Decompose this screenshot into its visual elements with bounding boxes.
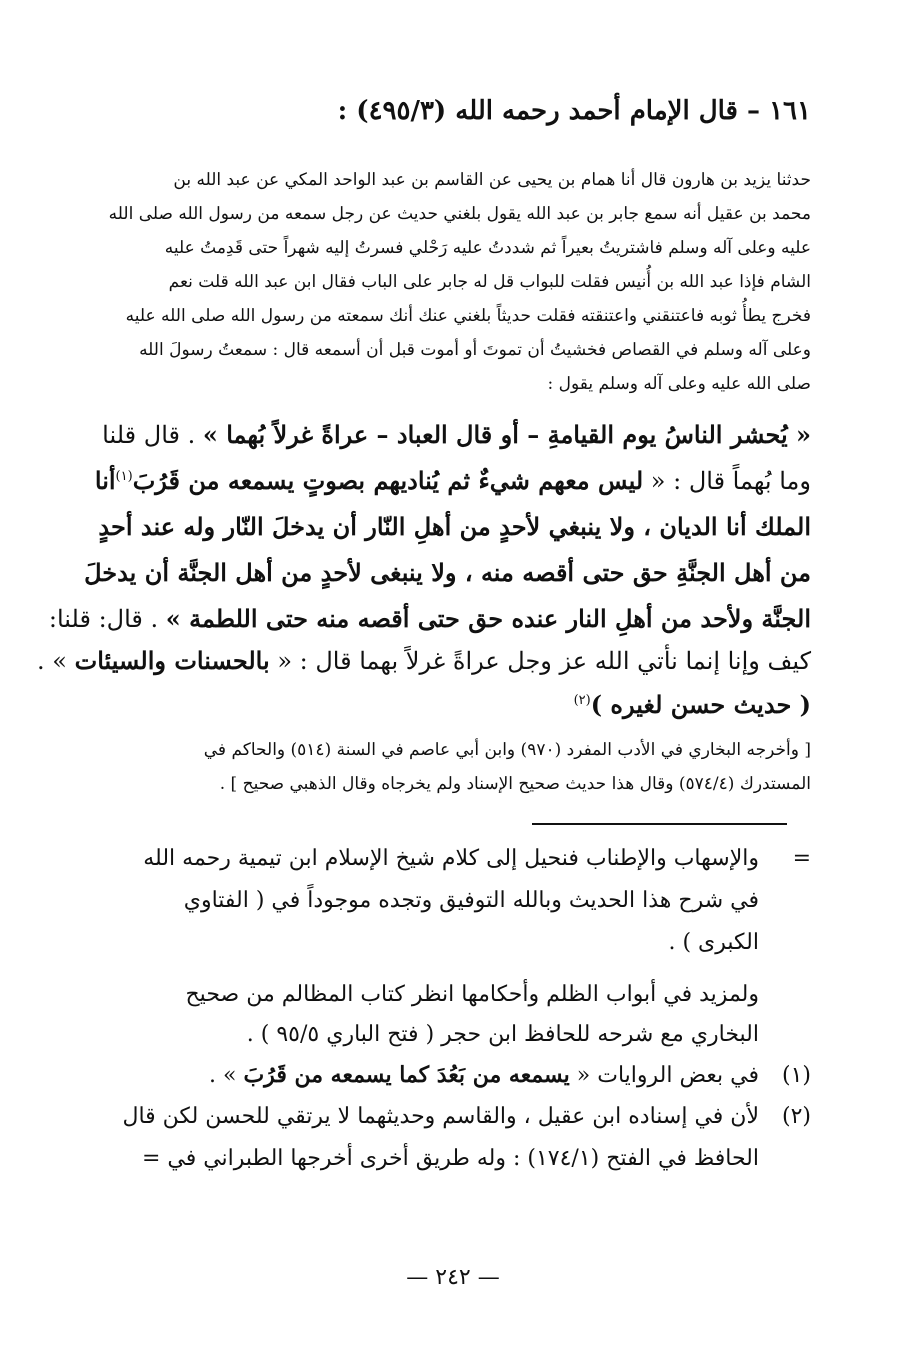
isnad-line: حدثنا يزيد بن هارون قال أنا همام بن يحيى عن القاسم بن عبد الواحد المكي عن عبد الله بن	[173, 170, 811, 190]
hadith-text-line	[49, 604, 811, 633]
hadith-matn: « يُحشر الناسُ يوم القيامةِ – أو قال العباد – عراةً غرلاً بُهما »	[202, 420, 811, 449]
takhrij-line: المستدرك (٥٧٤/٤) وقال هذا حديث صحيح الإسناد ولم يخرجاه وقال الذهبي صحيح ] .	[219, 774, 811, 794]
hadith-narration: كيف وإنا إنما نأتي الله عز وجل عراةً غرلاً بهما قال : «	[269, 647, 811, 675]
isnad-line: فخرج يطأُ ثوبه فاعتنقني واعتنقته فقلت حديثاً بلغني عنك أنك سمعته من رسول الله صلى الله عليه	[125, 306, 811, 326]
hadith-narration: » .	[37, 647, 75, 675]
footnote-separator	[532, 823, 787, 825]
footnote-text: لأن في إسناده ابن عقيل ، والقاسم وحديثهما لا يرتقي للحسن لكن قال	[122, 1104, 759, 1129]
hadith-text-line	[95, 466, 811, 495]
continuation-marker: =	[792, 846, 811, 871]
hadith-matn: الجنَّة ولأحد من أهلِ النار عنده حق حتى أقصه منه حتى اللطمة »	[165, 604, 811, 633]
hadith-narration: . قال: قلنا:	[48, 605, 166, 633]
footnote-number: (٢)	[781, 1104, 811, 1129]
footnote-number: (١)	[781, 1063, 811, 1088]
isnad-line: وعلى آله وسلم في القصاص فخشيتُ أن تموتَ أو أموت قبل أن أسمعه قال : سمعتُ رسولَ الله	[139, 340, 811, 360]
isnad-line: الشام فإذا عبد الله بن أُنيس فقلت للبواب قل له جابر على الباب فقال ابن عبد الله قلت نعم	[168, 272, 811, 292]
page-number: — ٢٤٢ —	[406, 1265, 500, 1290]
hadith-narration: وما بُهماً قال : «	[643, 467, 811, 495]
hadith-matn: الملك أنا الديان ، ولا ينبغي لأحدٍ من أهلِ النّار أن يدخلَ النّار وله عند أحدٍ	[98, 512, 811, 541]
takhrij-line: [ وأخرجه البخاري في الأدب المفرد (٩٧٠) وابن أبي عاصم في السنة (٥١٤) والحاكم في	[203, 740, 811, 760]
footnote-text: الحافظ في الفتح (١٧٤/١) : وله طريق أخرى أخرجها الطبراني في =	[141, 1146, 759, 1171]
isnad-line: عليه وعلى آله وسلم فاشتريتُ بعيراً ثم شددتُ عليه رَحْلي فسرتُ إليه شهراً حتى قَدِمتُ عليه	[164, 238, 811, 258]
footnote-text: والإسهاب والإطناب فنحيل إلى كلام شيخ الإسلام ابن تيمية رحمه الله	[143, 846, 759, 871]
footnote-text: ولمزيد في أبواب الظلم وأحكامها انظر كتاب المظالم من صحيح	[185, 982, 759, 1007]
hadith-matn: ليس معهم شيءٌ ثم يُناديهم بصوتٍ يسمعه من قَرُبَ	[132, 466, 644, 495]
footnote-2	[122, 1104, 811, 1129]
footnote-text: في بعض الروايات «	[569, 1063, 759, 1088]
hadith-matn: بالحسنات والسيئات	[74, 646, 270, 675]
hadith-matn: من أهل الجنَّةِ حق حتى أقصه منه ، ولا ينبغى لأحدٍ من أهل الجنَّة أن يدخلَ	[84, 558, 811, 587]
footnote-continued-line	[143, 846, 811, 871]
hadith-heading: ١٦١ – قال الإمام أحمد رحمه الله (٤٩٥/٣) :	[337, 96, 811, 126]
hadith-narration: . قال قلنا	[102, 421, 203, 449]
footnote-text: » .	[209, 1063, 244, 1088]
footnote-text: الكبرى ) .	[668, 930, 759, 955]
hadith-grade	[574, 690, 811, 719]
isnad-line: صلى الله عليه وعلى آله وسلم يقول :	[547, 374, 811, 394]
hadith-matn: أنا	[94, 466, 116, 495]
hadith-text-line	[102, 420, 811, 449]
footnote-ref-1: (١)	[115, 469, 133, 484]
footnote-text: في شرح هذا الحديث وبالله التوفيق وتجده موجوداً في ( الفتاوي	[183, 888, 759, 913]
grade-text: ( حديث حسن لغيره )	[590, 690, 811, 719]
footnote-1	[209, 1062, 811, 1088]
footnote-text: البخاري مع شرحه للحافظ ابن حجر ( فتح الباري ٩٥/٥ ) .	[246, 1022, 759, 1047]
isnad-line: محمد بن عقيل أنه سمع جابر بن عبد الله يقول بلغني حديث عن رجل سمعه من رسول الله صلى الله	[108, 204, 811, 224]
hadith-text-line	[37, 646, 811, 675]
footnote-quote: يسمعه من بَعُدَ كما يسمعه من قَرُبَ	[243, 1062, 570, 1088]
footnote-ref-2: (٢)	[573, 693, 591, 708]
